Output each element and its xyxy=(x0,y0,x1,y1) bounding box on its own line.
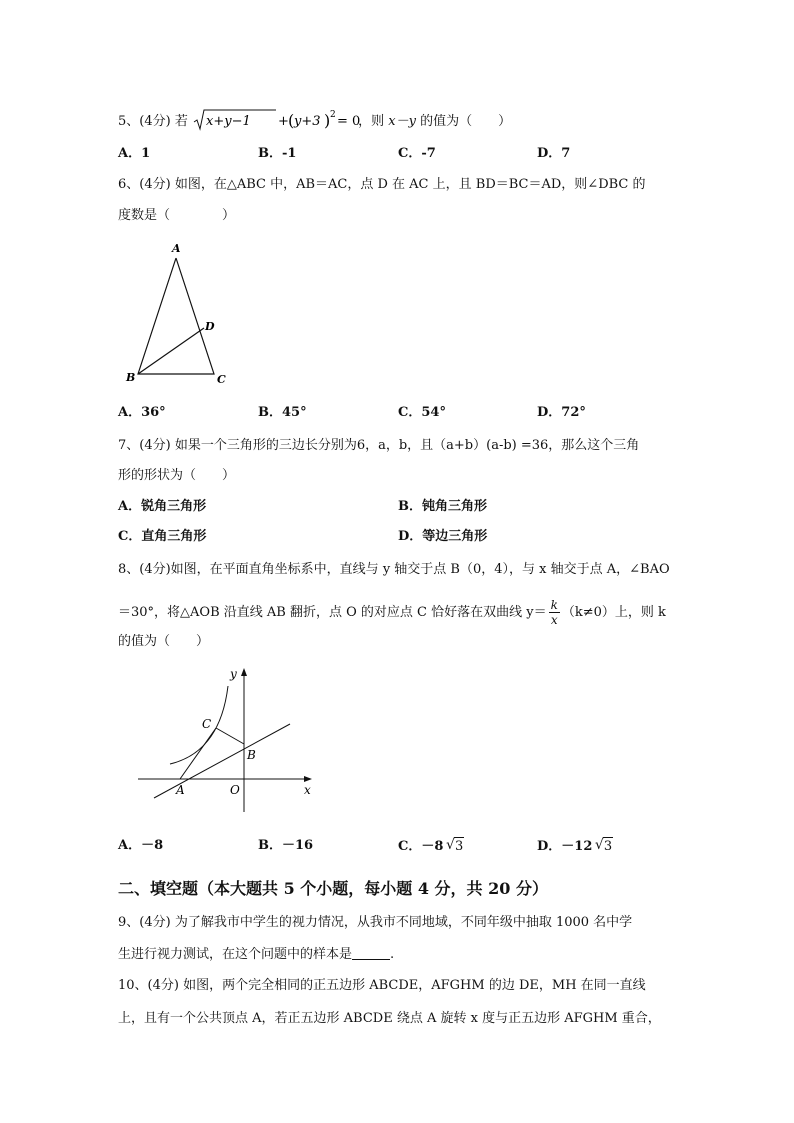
q8-option-d: D．－12 √ 3 xyxy=(537,837,613,854)
svg-text:2: 2 xyxy=(329,110,336,120)
q5-formula xyxy=(192,108,361,132)
q8-option-a: A．－8 xyxy=(118,838,164,853)
q8-label-x: x xyxy=(304,783,311,797)
q7-option-b: B．钝角三角形 xyxy=(398,499,487,514)
q6-option-a: A．36° xyxy=(118,405,166,420)
q6-stem-line2: 度数是（ ） xyxy=(118,208,236,223)
svg-text:y+3: y+3 xyxy=(293,114,321,129)
q8-fraction: $\frac{k}{x}$ xyxy=(550,598,558,627)
q6-label-d: D xyxy=(205,320,215,333)
section-heading-fill-in: 二、填空题（本大题共 5 个小题，每小题 4 分，共 20 分） xyxy=(118,879,548,898)
q8-sqrt-c: √ 3 xyxy=(445,837,464,854)
q7-option-a: A．锐角三角形 xyxy=(118,499,207,514)
q5-stem: 5、(4分) 若 x+y−1 + ( y+3 ) 2 = 0 ，则 x－y 的值为（ ） xyxy=(118,110,512,130)
q6-triangle-abc xyxy=(138,258,214,374)
q5-option-b: B．-1 xyxy=(258,146,297,161)
q8-x-axis-arrow-icon xyxy=(304,776,312,782)
svg-text:x+y−1: x+y−1 xyxy=(205,114,251,129)
svg-text:= 0: = 0 xyxy=(336,114,361,129)
q6-segment-bd xyxy=(138,328,204,374)
q6-label-b: B xyxy=(126,371,136,384)
q8-stem-line1: 8、(4分)如图，在平面直角坐标系中，直线与 y 轴交于点 B（0，4），与 x 轴交于点 A，∠BAO xyxy=(118,562,670,577)
q8-stem-line3: 的值为（ ） xyxy=(118,634,210,649)
q7-option-d: D．等边三角形 xyxy=(398,529,488,544)
svg-text:(: ( xyxy=(287,111,295,130)
q8-sqrt-d: √ 3 xyxy=(594,837,613,854)
q6-option-d: D．72° xyxy=(537,405,586,420)
q8-label-y: y xyxy=(230,667,237,681)
q8-label-b: B xyxy=(247,748,256,762)
q8-segment-cb xyxy=(216,728,244,744)
q7-stem-line2: 形的形状为（ ） xyxy=(118,468,236,483)
q8-label-a: A xyxy=(176,783,185,797)
q7-stem-line1: 7、(4分) 如果一个三角形的三边长分别为6，a，b，且（a+b）(a-b) =36，那么这个三角 xyxy=(118,438,640,453)
q10-stem-line1: 10、(4分) 如图，两个完全相同的正五边形 ABCDE，AFGHM 的边 DE，MH 在同一直线 xyxy=(118,978,646,993)
q6-option-b: B．45° xyxy=(258,405,307,420)
q8-stem-line2: ＝30°，将△AOB 沿直线 AB 翻折，点 O 的对应点 C 恰好落在双曲线 y＝ $\frac{k}{x}$ （k≠0）上，则 k xyxy=(118,598,666,627)
q5-option-c: C．-7 xyxy=(398,146,436,161)
q6-option-c: C．54° xyxy=(398,405,446,420)
q6-stem-line1: 6、(4分) 如图，在△ABC 中，AB＝AC，点 D 在 AC 上，且 BD＝BC＝AD，则∠DBC 的 xyxy=(118,177,646,192)
q5-option-d: D．7 xyxy=(537,146,571,161)
q6-triangle-figure xyxy=(118,240,238,390)
q10-stem-line2: 上，且有一个公共顶点 A，若正五边形 ABCDE 绕点 A 旋转 x 度与正五边形 AFGHM 重合， xyxy=(118,1011,661,1026)
q6-label-c: C xyxy=(217,373,226,386)
svg-text:): ) xyxy=(323,111,331,130)
q8-coordinate-figure xyxy=(130,664,330,814)
q8-option-c: C．－8 √ 3 xyxy=(398,837,464,854)
q7-option-c: C．直角三角形 xyxy=(118,529,207,544)
q8-line-ab xyxy=(154,724,290,798)
q8-segment-ac xyxy=(180,728,216,779)
q9-stem-line2: 生进行视力测试，在这个问题中的样本是 . xyxy=(118,947,395,962)
q5-option-a: A．1 xyxy=(118,146,151,161)
q8-label-o: O xyxy=(230,783,240,797)
svg-text:+: + xyxy=(277,114,289,129)
q8-label-c: C xyxy=(202,717,212,731)
q8-y-axis-arrow-icon xyxy=(241,668,247,676)
q9-stem-line1: 9、(4分) 为了解我市中学生的视力情况，从我市不同地域，不同年级中抽取 1000 名中学 xyxy=(118,915,633,930)
q6-label-a: A xyxy=(172,242,181,255)
q8-option-b: B．－16 xyxy=(258,838,314,853)
q9-answer-blank[interactable] xyxy=(352,947,390,960)
